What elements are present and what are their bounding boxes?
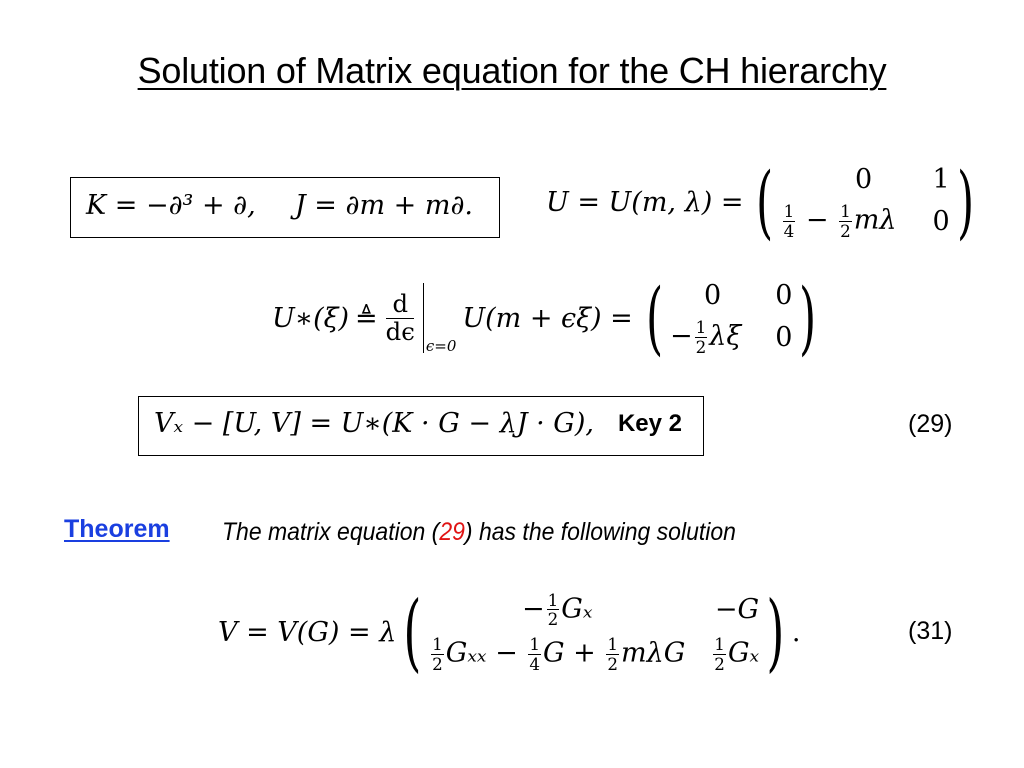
v-m21: $\frac{1}{2}$ Gₓₓ − $\frac{1}{4}$ G + $\frac{1}{2}$ mλG xyxy=(432,634,686,674)
u-m22: 0 xyxy=(932,205,950,237)
eq31-lhs: V = V(G) = λ xyxy=(218,616,397,648)
u-lhs: U = U(m, λ) = xyxy=(546,186,744,218)
eq31 xyxy=(218,583,801,681)
ustar-matrix: ( 0 0 − $\frac{1}{2}$ λξ 0 ) xyxy=(645,271,817,364)
u-matrix-equation xyxy=(546,155,981,248)
theorem-link[interactable]: Theorem xyxy=(64,515,170,543)
ustar-m12: 0 xyxy=(775,280,793,312)
eq31-number: (31) xyxy=(908,617,953,645)
ustar-m11: 0 xyxy=(704,280,722,312)
ustar-mid: U(m + ϵξ) = xyxy=(462,302,633,334)
defeq-symbol: ≜ xyxy=(355,302,378,334)
u-matrix: ( 0 1 $\frac{1}{4}$ − $\frac{1}{2}$ mλ 0 ) xyxy=(756,155,974,248)
theorem-statement: The matrix equation (29) has the following solution xyxy=(222,518,736,546)
ustar-lhs: U∗(ξ) xyxy=(272,302,350,334)
ustar-m22: 0 xyxy=(775,321,793,353)
eq31-period: . xyxy=(791,616,801,648)
v-m12: −G xyxy=(714,594,760,626)
v-m22: $\frac{1}{2}$ Gₓ xyxy=(714,634,760,674)
ustar-equation xyxy=(272,271,824,364)
key2-label: Key 2 xyxy=(617,409,682,437)
v-matrix: ( − $\frac{1}{2}$ Gₓ −G $\frac{1}{2}$ Gₓₓ − $\frac{1}{4}$ G + $\frac{1}{2}$ mλG $\frac{1}{2}$ Gₓ ) xyxy=(403,583,785,681)
derivative-d-depsilon: $\frac{d}{d\epsilon}$ xyxy=(385,288,415,346)
k-operator: K = −∂³ + ∂, xyxy=(86,190,256,221)
evaluation-subscript: ϵ=0 xyxy=(425,337,457,355)
slide-title: Solution of Matrix equation for the CH hierarchy xyxy=(137,50,887,91)
eq29 xyxy=(154,408,682,439)
v-m11: − $\frac{1}{2}$ Gₓ xyxy=(521,589,593,630)
evaluation-bar xyxy=(423,283,424,353)
u-m21: $\frac{1}{4}$ − $\frac{1}{2}$ mλ xyxy=(783,201,897,242)
j-operator: J = ∂m + m∂. xyxy=(294,190,474,221)
eq29-body: Vₓ − [U, V] = U∗(K · G − λJ · G), xyxy=(154,408,594,439)
u-m12: 1 xyxy=(932,164,950,196)
eq29-number: (29) xyxy=(908,410,953,438)
ustar-m21: − $\frac{1}{2}$ λξ xyxy=(670,317,742,358)
kj-definition xyxy=(86,190,473,221)
u-m11: 0 xyxy=(855,164,873,196)
equation-reference: 29 xyxy=(439,518,465,546)
